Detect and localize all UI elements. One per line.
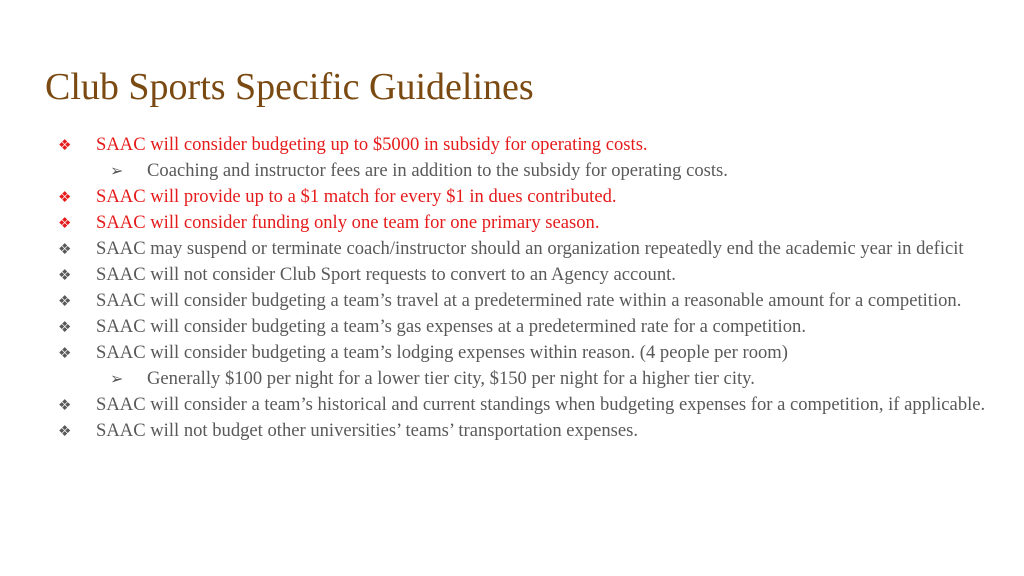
guideline-item <box>58 262 988 288</box>
guideline-item <box>58 184 988 210</box>
diamond-bullet-icon: ❖ <box>58 214 72 232</box>
guideline-item <box>58 210 988 236</box>
guideline-item <box>58 418 988 444</box>
guideline-text: SAAC will consider funding only one team for one primary season. <box>96 212 600 233</box>
guideline-text: SAAC will consider budgeting a team’s gas expenses at a predetermined rate for a competition. <box>96 316 806 337</box>
diamond-bullet-icon: ❖ <box>58 318 72 336</box>
guideline-text: SAAC will consider budgeting up to $5000 in subsidy for operating costs. <box>96 134 648 155</box>
guideline-text: SAAC will consider budgeting a team’s travel at a predetermined rate within a reasonable amount for a competition. <box>96 290 962 311</box>
guideline-text: Generally $100 per night for a lower tier city, $150 per night for a higher tier city. <box>147 368 755 389</box>
diamond-bullet-icon: ❖ <box>58 240 72 258</box>
guideline-text: SAAC will consider a team’s historical and current standings when budgeting expenses for a competition, if applicable. <box>96 394 986 415</box>
arrow-bullet-icon: ➢ <box>110 369 124 388</box>
diamond-bullet-icon: ❖ <box>58 266 72 284</box>
diamond-bullet-icon: ❖ <box>58 136 72 154</box>
guideline-item <box>58 288 988 314</box>
guideline-text: SAAC will consider budgeting a team’s lodging expenses within reason. (4 people per room) <box>96 342 788 363</box>
guideline-list <box>58 132 988 444</box>
diamond-bullet-icon: ❖ <box>58 422 72 440</box>
guideline-item <box>58 132 988 158</box>
guideline-subitem <box>58 366 988 392</box>
diamond-bullet-icon: ❖ <box>58 344 72 362</box>
slide-title: Club Sports Specific Guidelines <box>45 66 534 108</box>
guideline-item <box>58 340 988 366</box>
guideline-subitem <box>58 158 988 184</box>
guideline-item <box>58 392 988 418</box>
diamond-bullet-icon: ❖ <box>58 396 72 414</box>
guideline-text: Coaching and instructor fees are in addition to the subsidy for operating costs. <box>147 160 728 181</box>
guideline-text: SAAC will not consider Club Sport requests to convert to an Agency account. <box>96 264 676 285</box>
diamond-bullet-icon: ❖ <box>58 188 72 206</box>
guideline-item <box>58 314 988 340</box>
guideline-text: SAAC will provide up to a $1 match for every $1 in dues contributed. <box>96 186 617 207</box>
arrow-bullet-icon: ➢ <box>110 161 124 180</box>
guideline-item <box>58 236 988 262</box>
diamond-bullet-icon: ❖ <box>58 292 72 310</box>
guideline-text: SAAC will not budget other universities’ teams’ transportation expenses. <box>96 420 639 441</box>
guideline-text: SAAC may suspend or terminate coach/instructor should an organization repeatedly end the academic year in deficit <box>96 238 964 259</box>
